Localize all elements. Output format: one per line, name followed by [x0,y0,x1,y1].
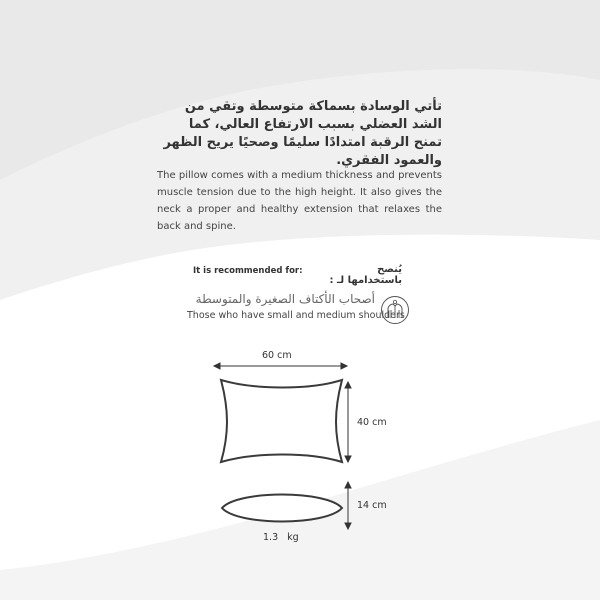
english-description: The pillow comes with a medium thickness and prevents muscle tension due to the high height. It also gives the neck a proper and healthy extension that relaxes the back and spine. [157,170,442,232]
arabic-description: تأتي الوسادة بسماكة متوسطة وتقي من الشد العضلي بسبب الارتفاع العالي، كما تمنح الرقبة امتدادًا سليمًا وصحيًا يريح الظهر والعمود الفقري. [163,99,442,168]
recommended-label-ar: يُنصح باستخدامها لـ : [329,264,402,286]
thickness-arrow [345,482,351,529]
recommended-label-en: It is recommended for: [193,266,303,276]
pillow-side-outline [222,495,342,522]
width-label: 60 cm [262,350,292,361]
width-arrow [214,363,347,369]
thickness-label: 14 cm [357,500,387,511]
height-label: 40 cm [357,417,387,428]
pillow-front-outline [221,380,342,462]
height-arrow [345,382,351,462]
shoulders-label-ar: أصحاب الأكتاف الصغيرة والمتوسطة [195,292,375,306]
weight-label: 1.3 kg [263,532,299,543]
shoulders-label-en: Those who have small and medium shoulders [187,310,405,321]
